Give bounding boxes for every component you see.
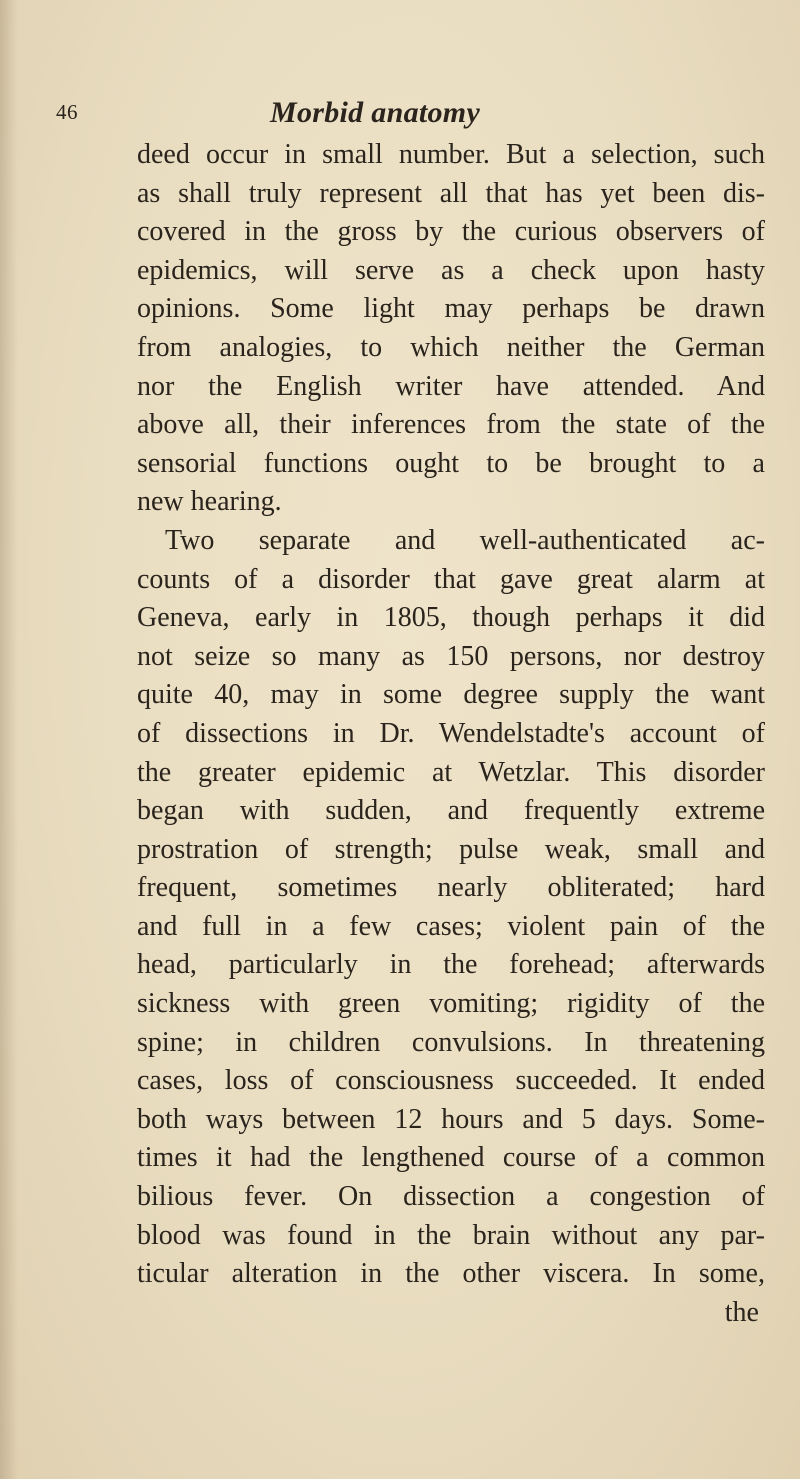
text-line: prostration of strength; pulse weak, small and [137, 833, 765, 865]
body-text [137, 136, 765, 1332]
catchword: the [724, 1296, 759, 1328]
text-line: opinions. Some light may perhaps be drawn [137, 293, 765, 325]
text-line: and full in a few cases; violent pain of the [137, 910, 765, 942]
text-line: sickness with green vomiting; rigidity of the [137, 988, 765, 1020]
text-line: counts of a disorder that gave great alarm at [137, 563, 765, 595]
text-line: the greater epidemic at Wetzlar. This disorder [137, 756, 765, 788]
text-line: times it had the lengthened course of a common [137, 1142, 765, 1174]
running-head: Morbid anatomy [270, 96, 481, 129]
text-line: deed occur in small number. But a selection, such [137, 139, 765, 170]
text-line: new hearing. [137, 486, 282, 518]
text-line: sensorial functions ought to be brought to a [137, 447, 765, 479]
text-line: bilious fever. On dissection a congestion of [137, 1181, 765, 1213]
text-line: Two separate and well-authenticated ac- [165, 524, 765, 556]
text-line: quite 40, may in some degree supply the want [137, 679, 765, 711]
text-line: above all, their inferences from the state of the [137, 409, 765, 441]
text-line: frequent, sometimes nearly obliterated; hard [137, 872, 765, 904]
text-line: blood was found in the brain without any par- [137, 1219, 765, 1251]
text-line: of dissections in Dr. Wendelstadte's account of [137, 717, 765, 749]
page-number: 46 [56, 100, 78, 124]
text-line: spine; in children convulsions. In threatening [137, 1026, 765, 1058]
text-line: epidemics, will serve as a check upon hasty [137, 254, 765, 286]
text-line: as shall truly represent all that has yet been dis- [137, 177, 765, 209]
text-line: covered in the gross by the curious observers of [137, 216, 765, 248]
text-line: ticular alteration in the other viscera. In some, [137, 1258, 765, 1290]
text-line: not seize so many as 150 persons, nor destroy [137, 640, 765, 672]
text-line: nor the English writer have attended. And [137, 370, 765, 402]
text-line: began with sudden, and frequently extreme [137, 795, 765, 827]
page-edge-shadow [0, 0, 18, 1479]
text-line: from analogies, to which neither the German [137, 331, 765, 363]
text-line: cases, loss of consciousness succeeded. It ended [137, 1065, 765, 1097]
text-line: head, particularly in the forehead; afterwards [137, 949, 765, 981]
text-line: both ways between 12 hours and 5 days. Some- [137, 1103, 765, 1135]
text-line: Geneva, early in 1805, though perhaps it did [137, 602, 765, 634]
